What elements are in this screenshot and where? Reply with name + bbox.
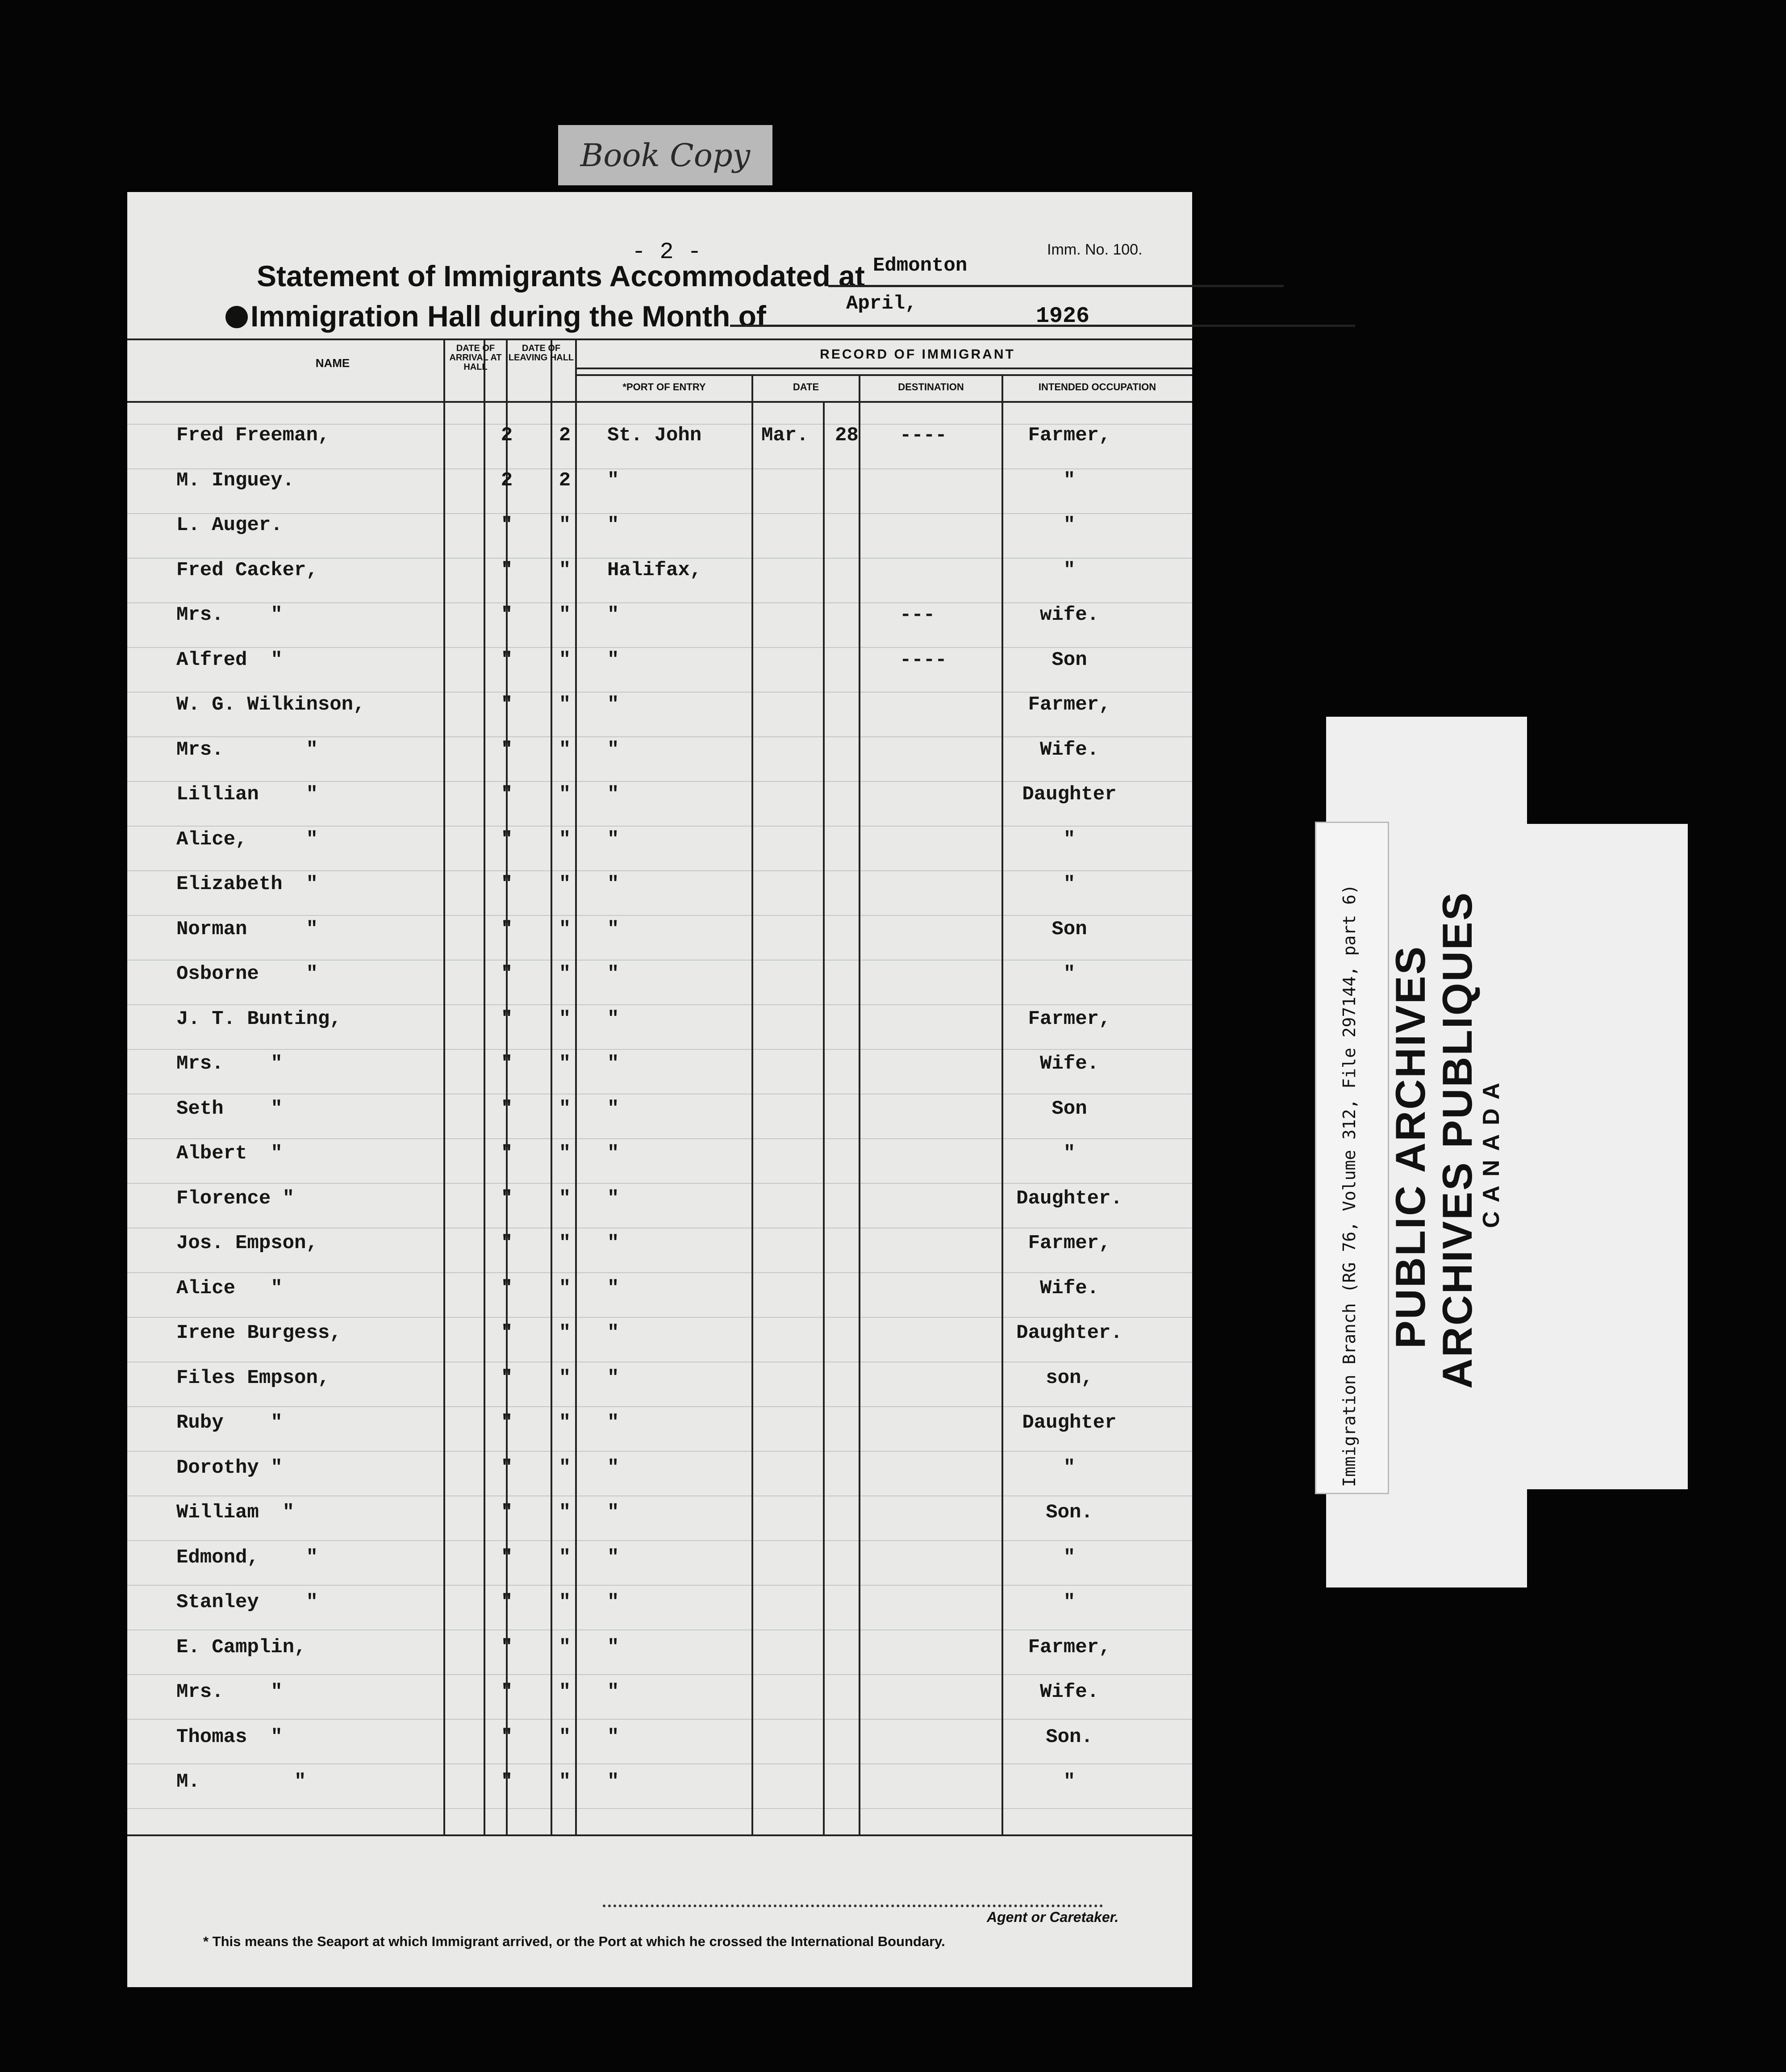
row-arrival: 2 — [501, 469, 513, 492]
page-number: - 2 - — [632, 239, 702, 265]
row-port: " — [607, 1097, 619, 1120]
row-occupation: Daughter. — [1016, 1187, 1123, 1210]
row-leaving: " — [559, 1591, 571, 1613]
row-occupation: " — [1063, 469, 1076, 492]
row-occupation: Wife. — [1039, 1681, 1099, 1703]
row-leaving: " — [559, 693, 571, 716]
row-leaving: " — [559, 738, 571, 761]
row-leaving: " — [559, 1546, 571, 1569]
header-arrival: DATE OF ARRIVAL AT HALL — [449, 343, 502, 372]
row-occupation: Daughter — [1022, 783, 1117, 806]
row-arrival: " — [501, 1097, 513, 1120]
row-leaving: " — [559, 1771, 571, 1793]
row-arrival: " — [501, 1187, 513, 1210]
row-month: Mar. — [761, 424, 809, 447]
row-arrival: " — [501, 559, 513, 581]
row-name: Fred Cacker, — [176, 559, 318, 581]
table-row — [127, 1726, 1192, 1753]
row-name: M. Inguey. — [176, 469, 295, 492]
row-name: Mrs. " — [176, 1053, 283, 1075]
row-arrival: " — [501, 1412, 513, 1434]
row-occupation: " — [1063, 514, 1076, 536]
row-leaving: " — [559, 918, 571, 940]
table-row — [127, 1053, 1192, 1079]
row-arrival: " — [501, 1681, 513, 1703]
row-port: " — [607, 1277, 619, 1299]
archive-line3: CANADA — [1478, 1074, 1504, 1228]
row-leaving: " — [559, 514, 571, 536]
row-name: Fred Freeman, — [176, 424, 330, 447]
row-name: M. " — [176, 1771, 306, 1793]
table-row — [127, 783, 1192, 810]
row-occupation: " — [1063, 1771, 1076, 1793]
row-port: " — [607, 873, 619, 895]
row-name: Mrs. " — [176, 738, 318, 761]
form-number: Imm. No. 100. — [1047, 241, 1143, 258]
row-port: " — [607, 1412, 619, 1434]
table-row — [127, 604, 1192, 631]
row-arrival: 2 — [501, 424, 513, 447]
archive-reference: Immigration Branch (RG 76, Volume 312, File 297144, part 6) — [1340, 884, 1359, 1487]
row-name: Ruby " — [176, 1412, 283, 1434]
row-occupation: Son — [1052, 918, 1087, 940]
row-leaving: " — [559, 1053, 571, 1075]
row-name: Thomas " — [176, 1725, 283, 1748]
row-occupation: Wife. — [1039, 1053, 1099, 1075]
row-occupation: Daughter. — [1016, 1322, 1123, 1344]
row-leaving: " — [559, 1232, 571, 1254]
year-field: 1926 — [1036, 304, 1090, 329]
row-occupation: " — [1063, 828, 1076, 851]
row-occupation: son, — [1046, 1366, 1093, 1389]
row-occupation: Son — [1052, 1097, 1087, 1120]
row-arrival: " — [501, 1232, 513, 1254]
row-port: " — [607, 1232, 619, 1254]
immigration-form-sheet — [127, 192, 1192, 1987]
row-port: St. John — [607, 424, 702, 447]
table-row — [127, 1142, 1192, 1169]
row-port: " — [607, 1501, 619, 1524]
header-record: RECORD OF IMMIGRANT — [820, 347, 1015, 362]
row-name: Edmond, " — [176, 1546, 318, 1569]
table-row — [127, 1771, 1192, 1797]
table-row — [127, 1412, 1192, 1438]
form-title-line1: Statement of Immigrants Accommodated at — [257, 259, 865, 292]
row-name: Jos. Empson, — [176, 1232, 318, 1254]
row-port: " — [607, 1591, 619, 1613]
row-leaving: " — [559, 1636, 571, 1658]
row-leaving: " — [559, 1456, 571, 1479]
row-leaving: " — [559, 1142, 571, 1165]
header-occupation: INTENDED OCCUPATION — [1038, 381, 1156, 393]
row-port: " — [607, 1053, 619, 1075]
row-name: William " — [176, 1501, 295, 1524]
month-field: April, — [730, 292, 1355, 327]
table-row — [127, 469, 1192, 496]
form-grid-lines — [127, 192, 1192, 1987]
row-name: Irene Burgess, — [176, 1322, 342, 1344]
row-name: Mrs. " — [176, 1681, 283, 1703]
table-row — [127, 1232, 1192, 1259]
row-port: " — [607, 648, 619, 671]
row-occupation: Wife. — [1039, 738, 1099, 761]
hall-location-field: Edmonton — [828, 255, 1284, 287]
row-name: Albert " — [176, 1142, 283, 1165]
row-port: " — [607, 1725, 619, 1748]
row-leaving: " — [559, 1187, 571, 1210]
row-name: Alice, " — [176, 828, 318, 851]
row-arrival: " — [501, 783, 513, 806]
row-occupation: Son. — [1046, 1501, 1093, 1524]
row-occupation: Son. — [1046, 1725, 1093, 1748]
row-leaving: " — [559, 604, 571, 626]
row-name: Lillian " — [176, 783, 318, 806]
row-name: Alice " — [176, 1277, 283, 1299]
row-name: Stanley " — [176, 1591, 318, 1613]
row-arrival: " — [501, 1546, 513, 1569]
row-occupation: wife. — [1039, 604, 1099, 626]
table-row — [127, 693, 1192, 720]
row-port: " — [607, 783, 619, 806]
row-leaving: " — [559, 1007, 571, 1030]
row-port: " — [607, 963, 619, 985]
row-port: " — [607, 1366, 619, 1389]
row-port: " — [607, 1771, 619, 1793]
row-port: " — [607, 1007, 619, 1030]
row-arrival: " — [501, 1366, 513, 1389]
agent-signature-line — [603, 1905, 1103, 1907]
table-row — [127, 1457, 1192, 1483]
table-row — [127, 1681, 1192, 1708]
row-port: " — [607, 1681, 619, 1703]
row-arrival: " — [501, 828, 513, 851]
form-title-line2 — [225, 299, 766, 333]
row-arrival: " — [501, 1456, 513, 1479]
row-leaving: " — [559, 873, 571, 895]
row-occupation: Daughter — [1022, 1412, 1117, 1434]
row-arrival: " — [501, 1277, 513, 1299]
punch-hole-icon — [225, 306, 248, 328]
row-arrival: " — [501, 1771, 513, 1793]
row-name: Seth " — [176, 1097, 283, 1120]
table-row — [127, 1277, 1192, 1304]
table-row — [127, 1008, 1192, 1035]
row-occupation: " — [1063, 873, 1076, 895]
row-leaving: " — [559, 1097, 571, 1120]
row-leaving: " — [559, 963, 571, 985]
row-leaving: 2 — [559, 424, 571, 447]
row-occupation: Son — [1052, 648, 1087, 671]
row-arrival: " — [501, 738, 513, 761]
header-port: *PORT OF ENTRY — [622, 381, 706, 393]
row-occupation: " — [1063, 559, 1076, 581]
row-name: E. Camplin, — [176, 1636, 306, 1658]
row-occupation: " — [1063, 963, 1076, 985]
row-occupation: " — [1063, 1456, 1076, 1479]
row-occupation: Farmer, — [1028, 1007, 1111, 1030]
table-row — [127, 514, 1192, 541]
row-arrival: " — [501, 1636, 513, 1658]
row-port: " — [607, 1322, 619, 1344]
row-arrival: " — [501, 1007, 513, 1030]
row-destination: ---- — [900, 424, 947, 447]
row-name: Mrs. " — [176, 604, 283, 626]
row-port: " — [607, 1546, 619, 1569]
row-occupation: " — [1063, 1546, 1076, 1569]
row-arrival: " — [501, 604, 513, 626]
row-arrival: " — [501, 1322, 513, 1344]
table-row — [127, 1546, 1192, 1573]
row-port: " — [607, 604, 619, 626]
row-leaving: " — [559, 1681, 571, 1703]
table-row — [127, 1501, 1192, 1528]
row-leaving: " — [559, 559, 571, 581]
archive-card-right — [1520, 824, 1688, 1489]
row-occupation: Wife. — [1039, 1277, 1099, 1299]
table-row — [127, 1591, 1192, 1618]
table-row — [127, 873, 1192, 900]
row-name: Dorothy " — [176, 1456, 283, 1479]
row-arrival: " — [501, 1591, 513, 1613]
row-leaving: 2 — [559, 469, 571, 492]
row-name: J. T. Bunting, — [176, 1007, 342, 1030]
table-row — [127, 1098, 1192, 1124]
row-arrival: " — [501, 1501, 513, 1524]
table-row — [127, 963, 1192, 990]
table-row — [127, 559, 1192, 586]
table-row — [127, 1187, 1192, 1214]
row-arrival: " — [501, 514, 513, 536]
row-port: " — [607, 1456, 619, 1479]
row-port: " — [607, 1142, 619, 1165]
row-port: Halifax, — [607, 559, 702, 581]
row-arrival: " — [501, 963, 513, 985]
row-occupation: Farmer, — [1028, 1232, 1111, 1254]
table-row — [127, 739, 1192, 765]
row-occupation: Farmer, — [1028, 424, 1111, 447]
table-row — [127, 1322, 1192, 1349]
row-day: 28 — [835, 424, 859, 447]
row-leaving: " — [559, 1366, 571, 1389]
header-name: NAME — [315, 356, 350, 370]
row-arrival: " — [501, 693, 513, 716]
row-name: Alfred " — [176, 648, 283, 671]
table-row — [127, 649, 1192, 676]
row-name: Florence " — [176, 1187, 295, 1210]
archive-line1: PUBLIC ARCHIVES — [1387, 945, 1434, 1349]
row-leaving: " — [559, 783, 571, 806]
row-leaving: " — [559, 1412, 571, 1434]
row-name: Osborne " — [176, 963, 318, 985]
row-occupation: Farmer, — [1028, 693, 1111, 716]
row-port: " — [607, 918, 619, 940]
row-arrival: " — [501, 1053, 513, 1075]
row-leaving: " — [559, 828, 571, 851]
book-copy-label: Book Copy — [580, 137, 751, 174]
table-row — [127, 1367, 1192, 1394]
row-leaving: " — [559, 648, 571, 671]
row-arrival: " — [501, 648, 513, 671]
header-date: DATE — [793, 381, 819, 393]
row-occupation: " — [1063, 1591, 1076, 1613]
footnote: * This means the Seaport at which Immigrant arrived, or the Port at which he crossed the International Boundary. — [203, 1934, 945, 1949]
table-row — [127, 828, 1192, 855]
row-occupation: " — [1063, 1142, 1076, 1165]
row-name: Norman " — [176, 918, 318, 940]
row-port: " — [607, 1636, 619, 1658]
row-port: " — [607, 469, 619, 492]
header-leaving: DATE OF LEAVING HALL — [508, 343, 574, 363]
row-port: " — [607, 514, 619, 536]
row-destination: --- — [900, 604, 935, 626]
row-occupation: Farmer, — [1028, 1636, 1111, 1658]
row-destination: ---- — [900, 648, 947, 671]
archive-line2: ARCHIVES PUBLIQUES — [1434, 891, 1481, 1389]
row-name: W. G. Wilkinson, — [176, 693, 365, 716]
row-port: " — [607, 693, 619, 716]
row-port: " — [607, 738, 619, 761]
table-row — [127, 424, 1192, 451]
row-arrival: " — [501, 1725, 513, 1748]
row-arrival: " — [501, 873, 513, 895]
header-destination: DESTINATION — [898, 381, 964, 393]
row-arrival: " — [501, 1142, 513, 1165]
row-port: " — [607, 828, 619, 851]
row-leaving: " — [559, 1501, 571, 1524]
table-row — [127, 918, 1192, 945]
row-port: " — [607, 1187, 619, 1210]
row-leaving: " — [559, 1322, 571, 1344]
row-name: L. Auger. — [176, 514, 283, 536]
row-arrival: " — [501, 918, 513, 940]
form-title-line2-text: Immigration Hall during the Month of — [250, 300, 766, 333]
table-row — [127, 1636, 1192, 1663]
row-name: Elizabeth " — [176, 873, 318, 895]
row-leaving: " — [559, 1725, 571, 1748]
agent-label: Agent or Caretaker. — [987, 1909, 1119, 1925]
row-leaving: " — [559, 1277, 571, 1299]
book-copy-tab — [558, 125, 772, 185]
row-name: Files Empson, — [176, 1366, 330, 1389]
